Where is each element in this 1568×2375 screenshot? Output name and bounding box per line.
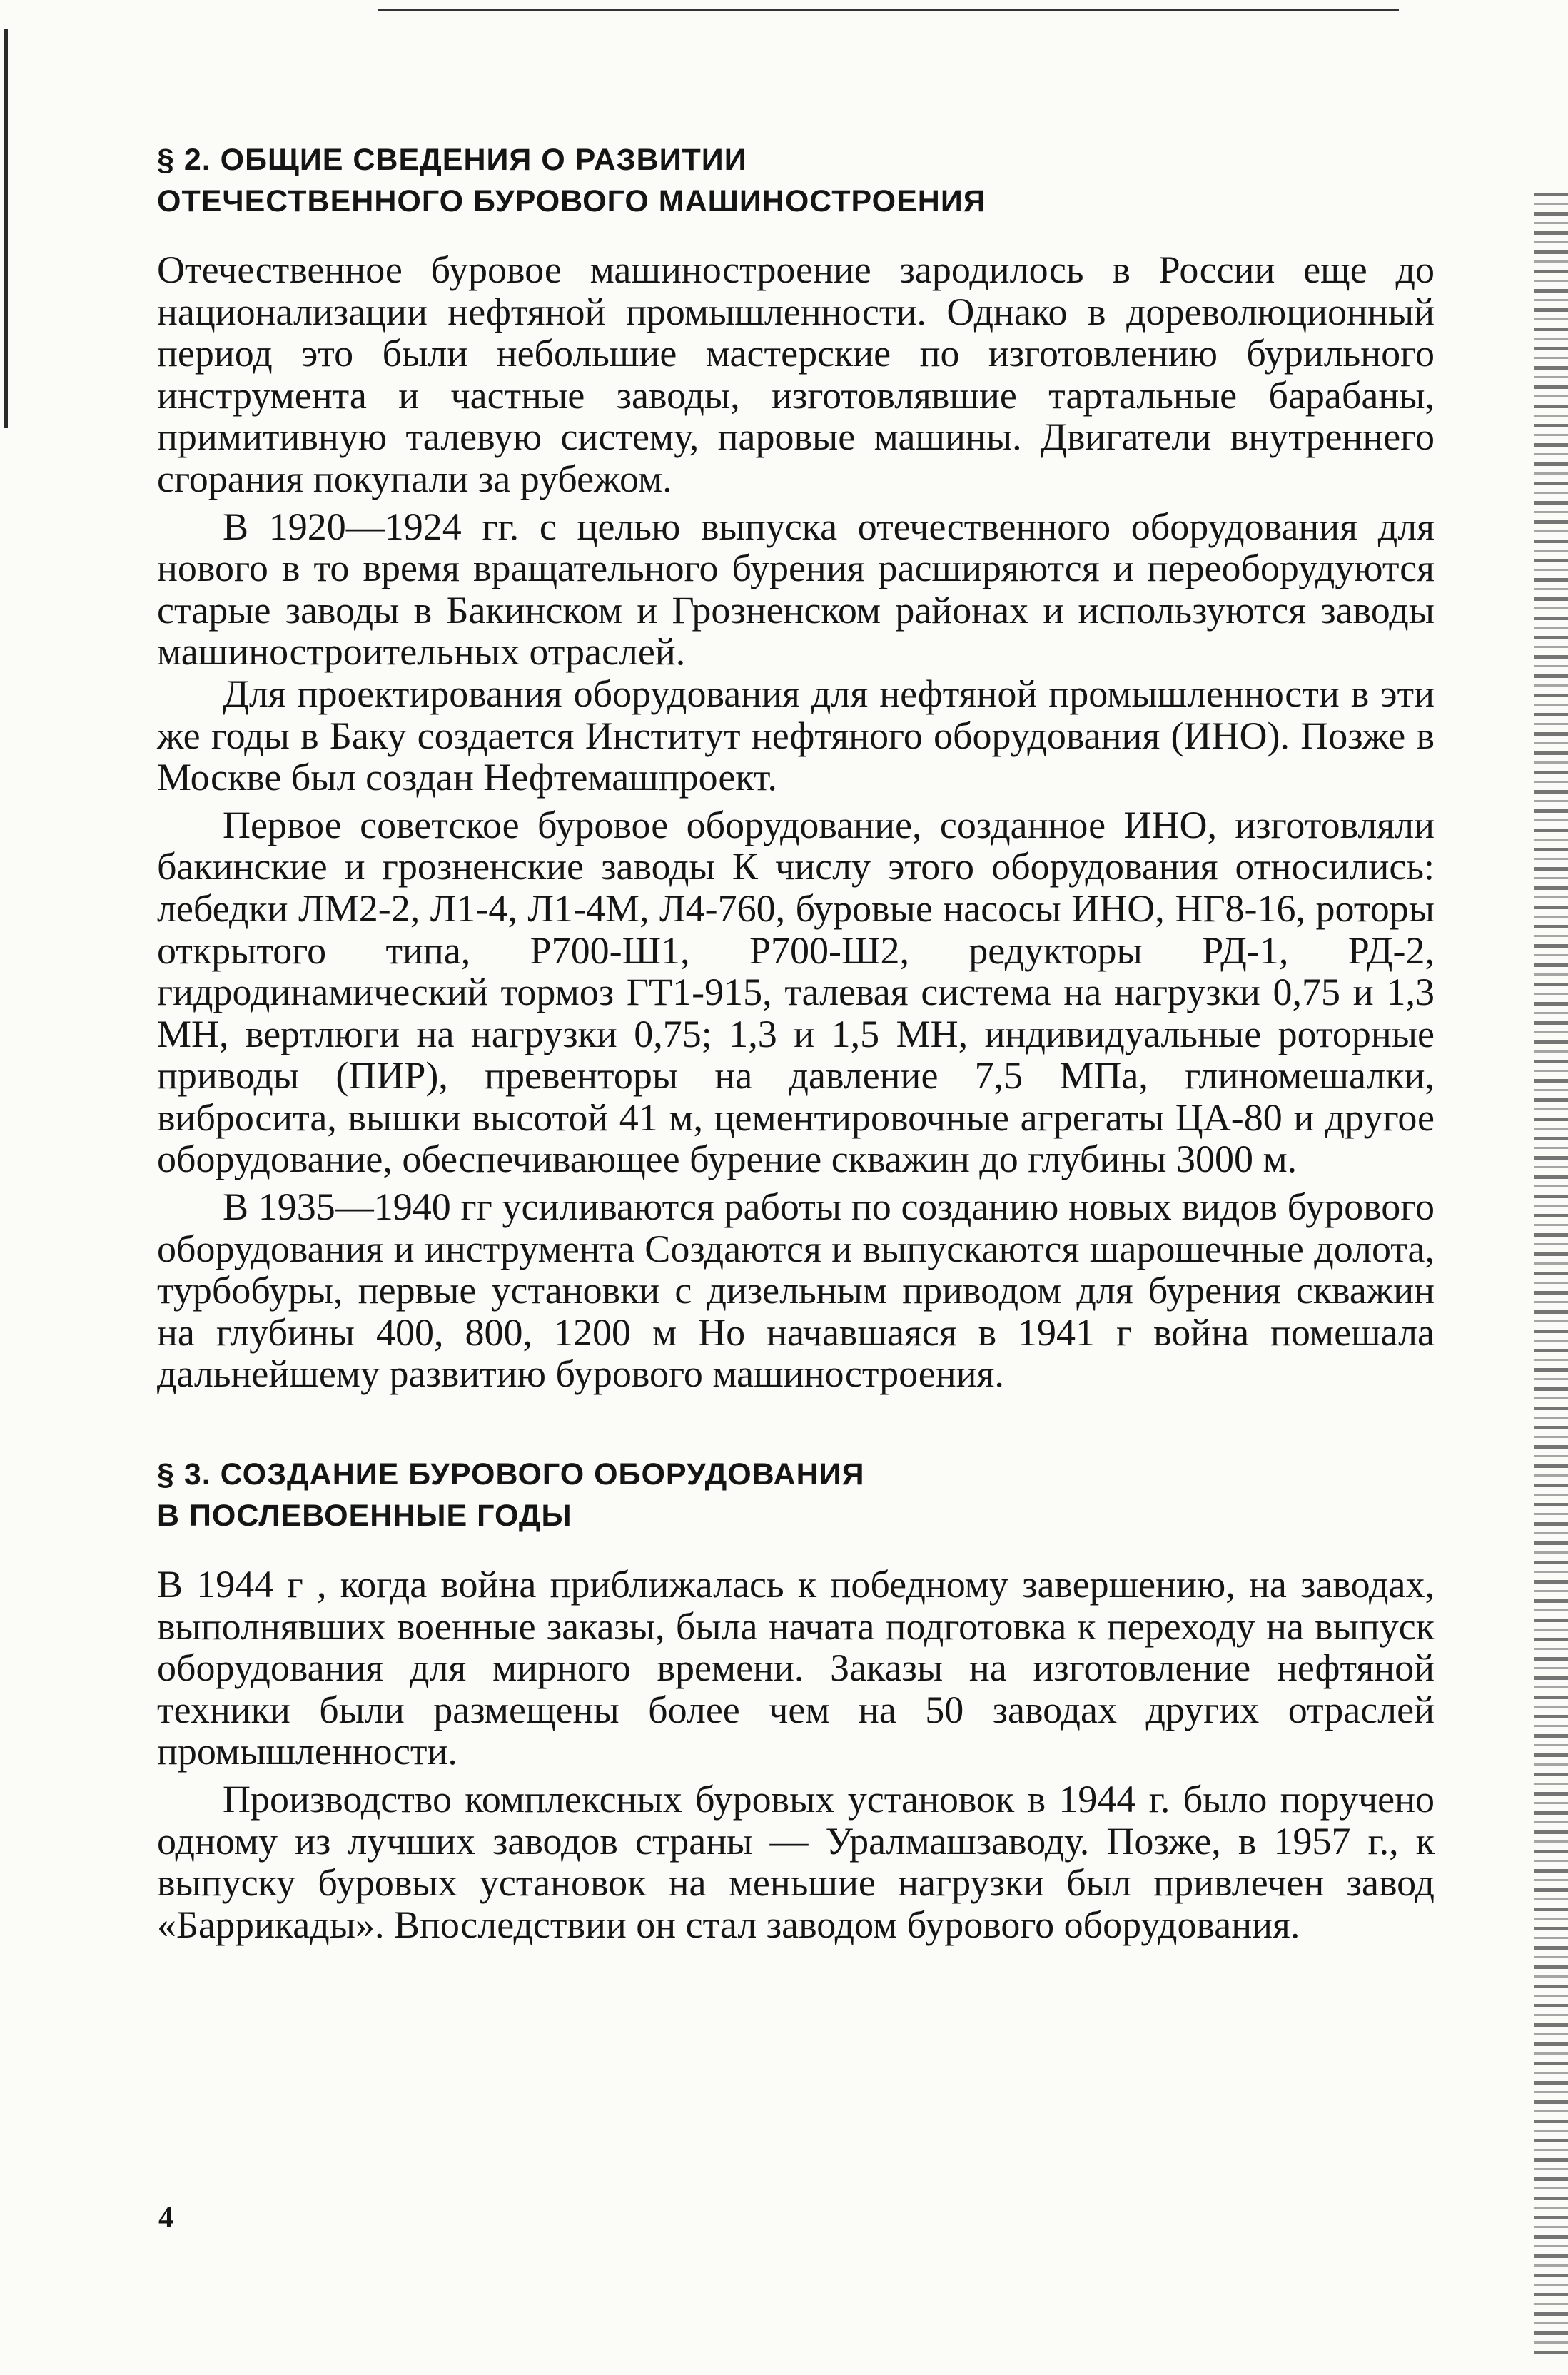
scan-edge-right <box>1534 193 1568 2355</box>
page-content <box>157 139 1435 1945</box>
section-3-heading <box>157 1454 1435 1536</box>
section-2-heading <box>157 139 1435 222</box>
section-2-paragraph-1: Отечественное буровое машиностроение зародилось в России еще до национализации нефтяной промышленности. Однако в дореволюционный период это были небольшие мастерские по изготовлению бурильного инструмента и частные заводы, изготовлявшие тартальные барабаны, примитивную талевую систему, паровые машины. Двигатели внутреннего сгорания покупали за рубежом. <box>157 248 1435 500</box>
section-2-paragraph-3: Для проектирования оборудования для нефтяной промышленности в эти же годы в Баку создается Институт нефтяного оборудования (ИНО). Позже в Москве был создан Нефтемашпроект. <box>157 672 1435 799</box>
section-2-paragraph-5: В 1935—1940 гг усиливаются работы по созданию новых видов бурового оборудования и инструмента Создаются и выпускаются шарошечные долота, турбобуры, первые установки с дизельным приводом для бурения скважин на глубины 400, 800, 1200 м Но начавшаяся в 1941 г война помешала дальнейшему развитию бурового машиностроения. <box>157 1185 1435 1396</box>
section-2-paragraph-2: В 1920—1924 гг. с целью выпуска отечественного оборудования для нового в то время вращательного бурения расширяются и переоборудуются старые заводы в Бакинском и Грозненском районах и используются заводы машиностроительных отраслей. <box>157 505 1435 674</box>
scan-edge-top <box>378 9 1399 11</box>
section-2-heading-line-1: § 2. ОБЩИЕ СВЕДЕНИЯ О РАЗВИТИИ <box>157 143 747 177</box>
section-3-paragraph-2: Производство комплексных буровых установок в 1944 г. было поручено одному из лучших заводов страны — Уралмашзаводу. Позже, в 1957 г., к выпуску буровых установок на меньшие нагрузки был привлечен завод «Баррикады». Впоследствии он стал заводом бурового оборудования. <box>157 1778 1435 1946</box>
scan-edge-left <box>4 29 8 428</box>
section-3-paragraph-1: В 1944 г , когда война приближалась к победному завершению, на заводах, выполнявших военные заказы, была начата подготовка к переходу на выпуск оборудования для мирного времени. Заказы на изготовление нефтяной техники были размещены более чем на 50 заводах других отраслей промышленности. <box>157 1563 1435 1773</box>
section-3-heading-line-2: В ПОСЛЕВОЕННЫЕ ГОДЫ <box>157 1499 572 1534</box>
page-number: 4 <box>158 2202 173 2234</box>
section-3-heading-line-1: § 3. СОЗДАНИЕ БУРОВОГО ОБОРУДОВАНИЯ <box>157 1457 865 1492</box>
section-2-heading-line-2: ОТЕЧЕСТВЕННОГО БУРОВОГО МАШИНОСТРОЕНИЯ <box>157 184 986 218</box>
section-2-paragraph-4: Первое советское буровое оборудование, созданное ИНО, изготовляли бакинские и грозненские заводы К числу этого оборудования относились: лебедки ЛМ2-2, Л1-4, Л1-4М, Л4-760, буровые насосы ИНО, НГ8-16, роторы открытого типа, Р700-Ш1, Р700-Ш2, редукторы РД-1, РД-2, гидродинамический тормоз ГТ1-915, талевая система на нагрузки 0,75 и 1,3 МН, вертлюги на нагрузки 0,75; 1,3 и 1,5 МН, индивидуальные роторные приводы (ПИР), превенторы на давление 7,5 МПа, глиномешалки, вибросита, вышки высотой 41 м, цементировочные агрегаты ЦА-80 и другое оборудование, обеспечивающее бурение скважин до глубины 3000 м. <box>157 803 1435 1181</box>
